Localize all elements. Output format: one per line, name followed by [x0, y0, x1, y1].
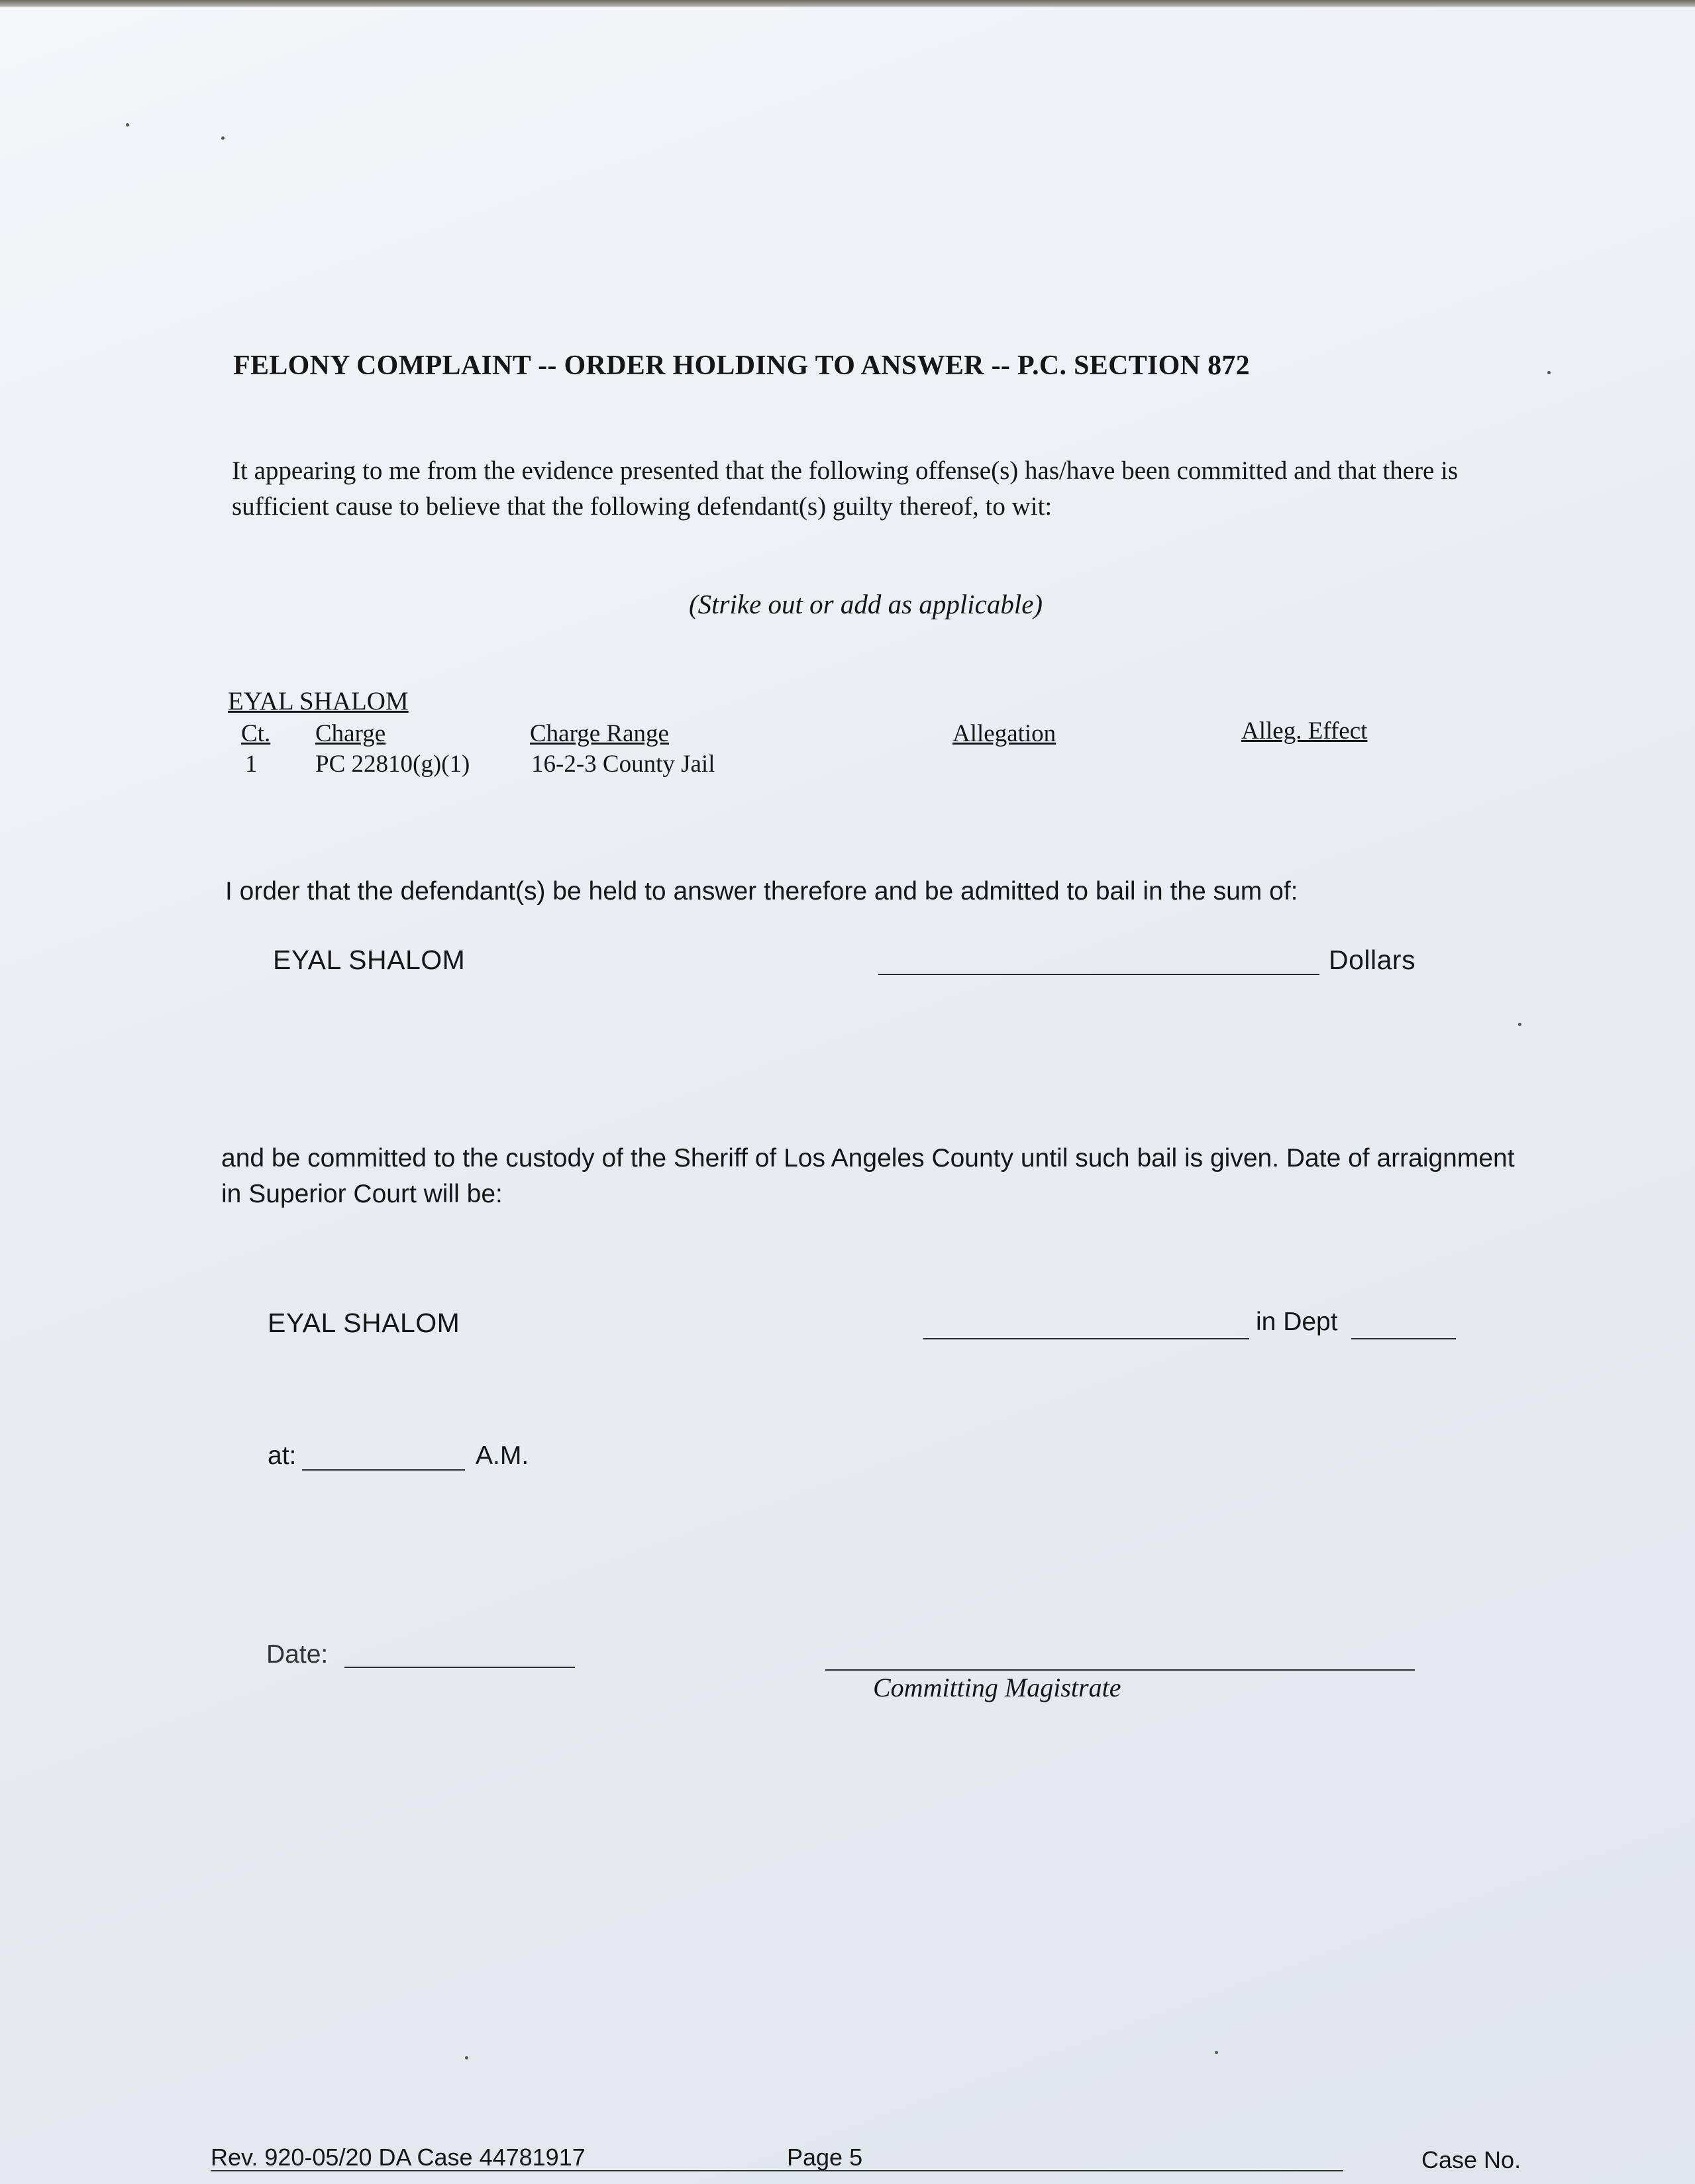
footer-revision: Rev. 920-05/20 DA Case 44781917: [211, 2144, 586, 2171]
custody-paragraph: and be committed to the custody of the Sheriff of Los Angeles County until such bail is given. Date of arraignment in Superior Court will be:: [221, 1144, 1515, 1208]
form-title: FELONY COMPLAINT -- ORDER HOLDING TO ANSWER -- P.C. SECTION 872: [233, 350, 1250, 381]
paper-speck: [1547, 371, 1551, 374]
column-header-allegation: Allegation: [952, 720, 1056, 747]
bail-order-text: I order that the defendant(s) be held to answer therefore and be admitted to bail in the sum of:: [225, 877, 1298, 906]
charge-row-charge: PC 22810(g)(1): [315, 751, 470, 778]
page-top-edge: [0, 0, 1695, 7]
column-header-charge-range: Charge Range: [530, 720, 669, 747]
arraignment-defendant-name: EYAL SHALOM: [268, 1308, 460, 1338]
magistrate-signature-line[interactable]: [825, 1669, 1415, 1671]
paper-speck: [465, 2056, 468, 2059]
charge-row-ct: 1: [245, 751, 258, 778]
paper-speck: [221, 136, 225, 140]
paper-speck: [1215, 2051, 1218, 2054]
footer-case-no-label: Case No.: [1421, 2146, 1521, 2173]
defendant-name-heading: EYAL SHALOM: [228, 687, 409, 715]
date-field[interactable]: [344, 1667, 575, 1668]
time-field[interactable]: [302, 1469, 465, 1471]
dept-label: in Dept: [1256, 1308, 1338, 1336]
bail-amount-field[interactable]: [878, 974, 1319, 975]
paper-speck: [126, 123, 129, 127]
footer-rule: [211, 2170, 1343, 2171]
signature-caption: Committing Magistrate: [873, 1673, 1121, 1702]
date-label: Date:: [266, 1640, 329, 1669]
paper-speck: [1518, 1023, 1521, 1026]
charge-row-charge-range: 16-2-3 County Jail: [531, 751, 715, 778]
column-header-charge: Charge: [315, 720, 386, 747]
footer-page-number: Page 5: [787, 2144, 863, 2171]
arraignment-date-field[interactable]: [923, 1338, 1249, 1339]
bail-amount-unit: Dollars: [1329, 945, 1416, 975]
intro-paragraph: It appearing to me from the evidence presented that the following offense(s) has/have been committed and that there is sufficient cause to believe that the following defendant(s) guilty thereof, to wit:: [232, 456, 1459, 521]
bail-defendant-name: EYAL SHALOM: [273, 945, 466, 975]
column-header-ct: Ct.: [241, 720, 271, 747]
strike-note: (Strike out or add as applicable): [689, 589, 1043, 619]
column-header-alleg-effect: Alleg. Effect: [1241, 717, 1368, 745]
time-label: at:: [268, 1441, 297, 1470]
dept-field[interactable]: [1351, 1338, 1456, 1339]
time-suffix: A.M.: [476, 1441, 529, 1470]
